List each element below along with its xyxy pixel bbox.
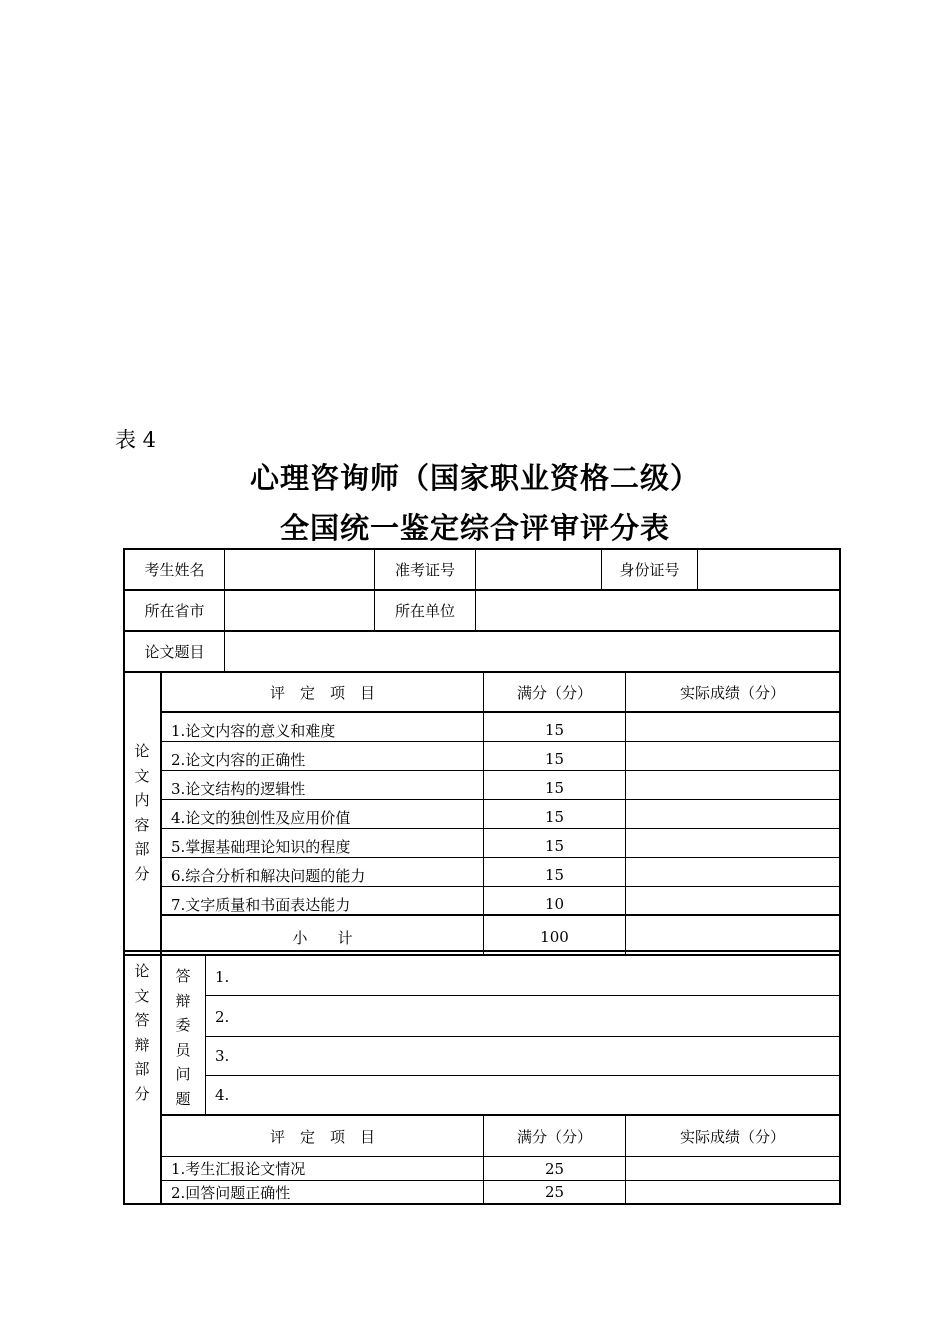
exam-id-field[interactable] [476,550,601,589]
thesis-title-label: 论文题目 [144,643,205,661]
content-row-full: 10 [544,895,565,913]
defense-header-actual: 实际成绩（分） [679,1127,785,1146]
defense-row-full: 25 [544,1159,565,1178]
content-row-item: 5.掌握基础理论知识的程度 [171,837,351,856]
content-row-full: 15 [544,750,565,768]
content-row-full: 15 [544,808,565,826]
exam-id-label: 准考证号 [394,561,455,579]
content-row-full: 15 [544,779,565,797]
content-row-item: 6.综合分析和解决问题的能力 [171,866,366,885]
border-bottom [123,1203,841,1205]
defense-header-item: 评 定 项 目 [269,1127,375,1146]
content-section-label: 论 文 内 容 部 分 [134,742,150,883]
table-number: 表 4 [115,428,157,452]
form-title-line2: 全国统一鉴定综合评审评分表 [279,511,670,545]
section-divider [123,954,841,956]
content-row-item: 1.论文内容的意义和难度 [171,721,336,740]
content-row-actual[interactable] [626,858,839,886]
content-row-actual[interactable] [626,887,839,915]
subtotal-value: 100 [540,928,569,946]
divider [206,995,839,996]
name-label: 考生姓名 [144,561,205,579]
content-row-item: 4.论文的独创性及应用价值 [171,808,351,827]
defense-row-actual[interactable] [626,1181,839,1203]
form-title-line1: 心理咨询师（国家职业资格二级） [249,461,700,495]
question-row[interactable]: 1. [215,967,230,986]
name-field[interactable] [225,550,374,589]
question-row[interactable]: 4. [215,1086,230,1104]
defense-row-item: 1.考生汇报论文情况 [171,1160,306,1178]
content-row-item: 7.文字质量和书面表达能力 [171,895,351,914]
thesis-title-field[interactable] [225,632,839,671]
id-card-label: 身份证号 [619,561,680,579]
content-header-item: 评 定 项 目 [269,684,375,702]
subtotal-label: 小 计 [292,928,353,947]
border-right [839,548,841,1205]
unit-label: 所在单位 [394,602,455,620]
content-row-full: 15 [544,866,565,884]
content-row-full: 15 [544,721,565,739]
unit-field[interactable] [476,591,839,630]
question-row[interactable]: 3. [215,1047,230,1065]
defense-header-full: 满分（分） [516,1127,592,1146]
content-row-item: 3.论文结构的逻辑性 [171,779,306,798]
defense-row-full: 25 [544,1183,565,1201]
divider [123,671,841,673]
defense-section-label: 论 文 答 辩 部 分 [134,962,150,1103]
committee-questions-label: 答 辩 委 员 问 题 [175,967,191,1108]
content-row-actual[interactable] [626,771,839,799]
subtotal-actual[interactable] [626,916,839,950]
content-header-full: 满分（分） [516,684,592,702]
content-row-actual[interactable] [626,800,839,828]
content-row-actual[interactable] [626,713,839,741]
content-row-item: 2.论文内容的正确性 [171,750,306,769]
defense-row-actual[interactable] [626,1157,839,1180]
province-label: 所在省市 [144,602,205,620]
question-row[interactable]: 2. [215,1007,230,1026]
content-row-full: 15 [544,837,565,855]
province-field[interactable] [225,591,374,630]
content-row-actual[interactable] [626,742,839,770]
defense-row-item: 2.回答问题正确性 [171,1183,291,1202]
content-header-actual: 实际成绩（分） [679,684,785,702]
id-card-field[interactable] [698,550,839,589]
content-row-actual[interactable] [626,829,839,857]
